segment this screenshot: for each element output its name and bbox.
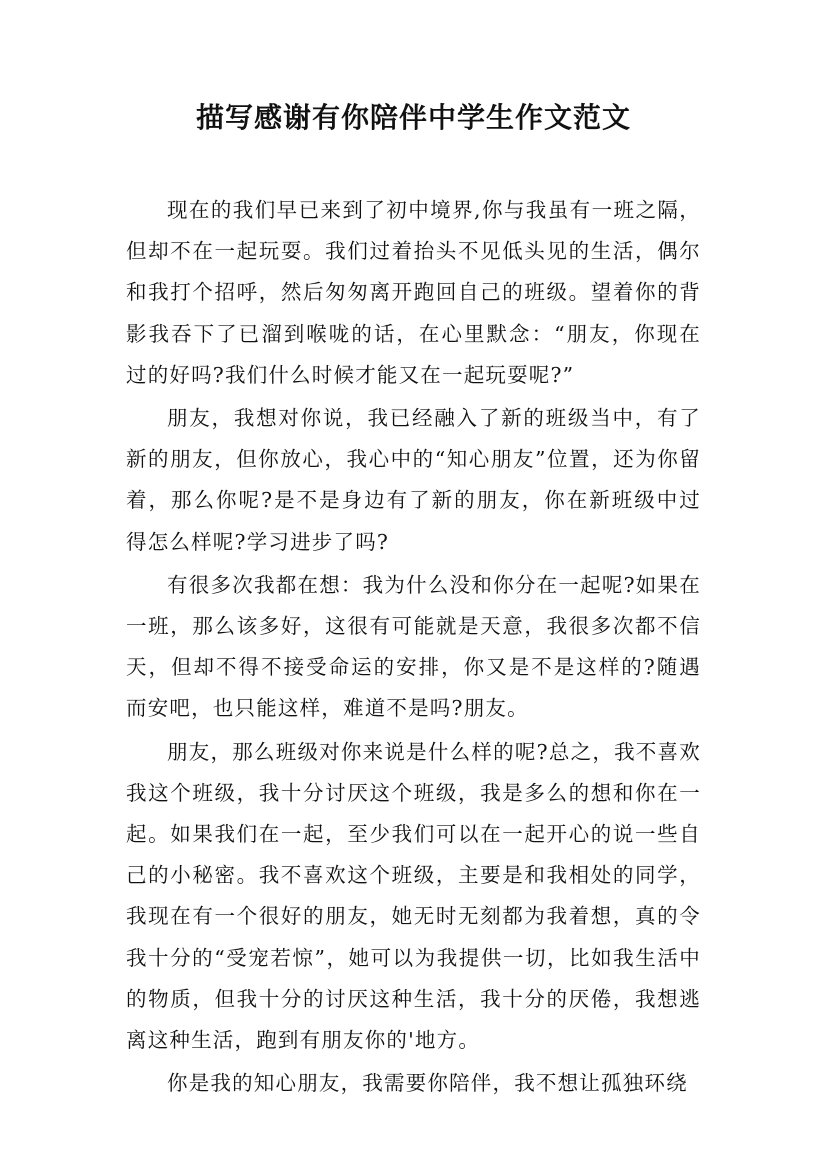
paragraph-1: 现在的我们早已来到了初中境界,你与我虽有一班之隔，但却不在一起玩耍。我们过着抬头不见低头见的生活，偶尔和我打个招呼，然后匆匆离开跑回自己的班级。望着你的背影我吞下了已溜到喉咙的话，在心里默念：“朋友，你现在过的好吗?我们什么时候才能又在一起玩耍呢?”	[126, 198, 701, 387]
paragraph-4: 朋友，那么班级对你来说是什么样的呢?总之，我不喜欢我这个班级，我十分讨厌这个班级，我是多么的想和你在一起。如果我们在一起，至少我们可以在一起开心的说一些自己的小秘密。我不喜欢这个班级，主要是和我相处的同学，我现在有一个很好的朋友，她无时无刻都为我着想，真的令我十分的“受宠若惊”，她可以为我提供一切，比如我生活中的物质，但我十分的讨厌这种生活，我十分的厌倦，我想逃离这种生活，跑到有朋友你的'地方。	[126, 739, 701, 1053]
document-body	[126, 190, 701, 1106]
paragraph-5: 你是我的知心朋友，我需要你陪伴，我不想让孤独环绕	[167, 1071, 688, 1096]
paragraph-2: 朋友，我想对你说，我已经融入了新的班级当中，有了新的朋友，但你放心，我心中的“知心朋友”位置，还为你留着，那么你呢?是不是身边有了新的朋友，你在新班级中过得怎么样呢?学习进步了吗?	[126, 406, 701, 554]
document-title: 描写感谢有你陪伴中学生作文范文	[195, 101, 631, 134]
paragraph-3: 有很多次我都在想：我为什么没和你分在一起呢?如果在一班，那么该多好，这很有可能就是天意，我很多次都不信天，但却不得不接受命运的安排，你又是不是这样的?随遇而安吧，也只能这样，难道不是吗?朋友。	[126, 572, 701, 721]
